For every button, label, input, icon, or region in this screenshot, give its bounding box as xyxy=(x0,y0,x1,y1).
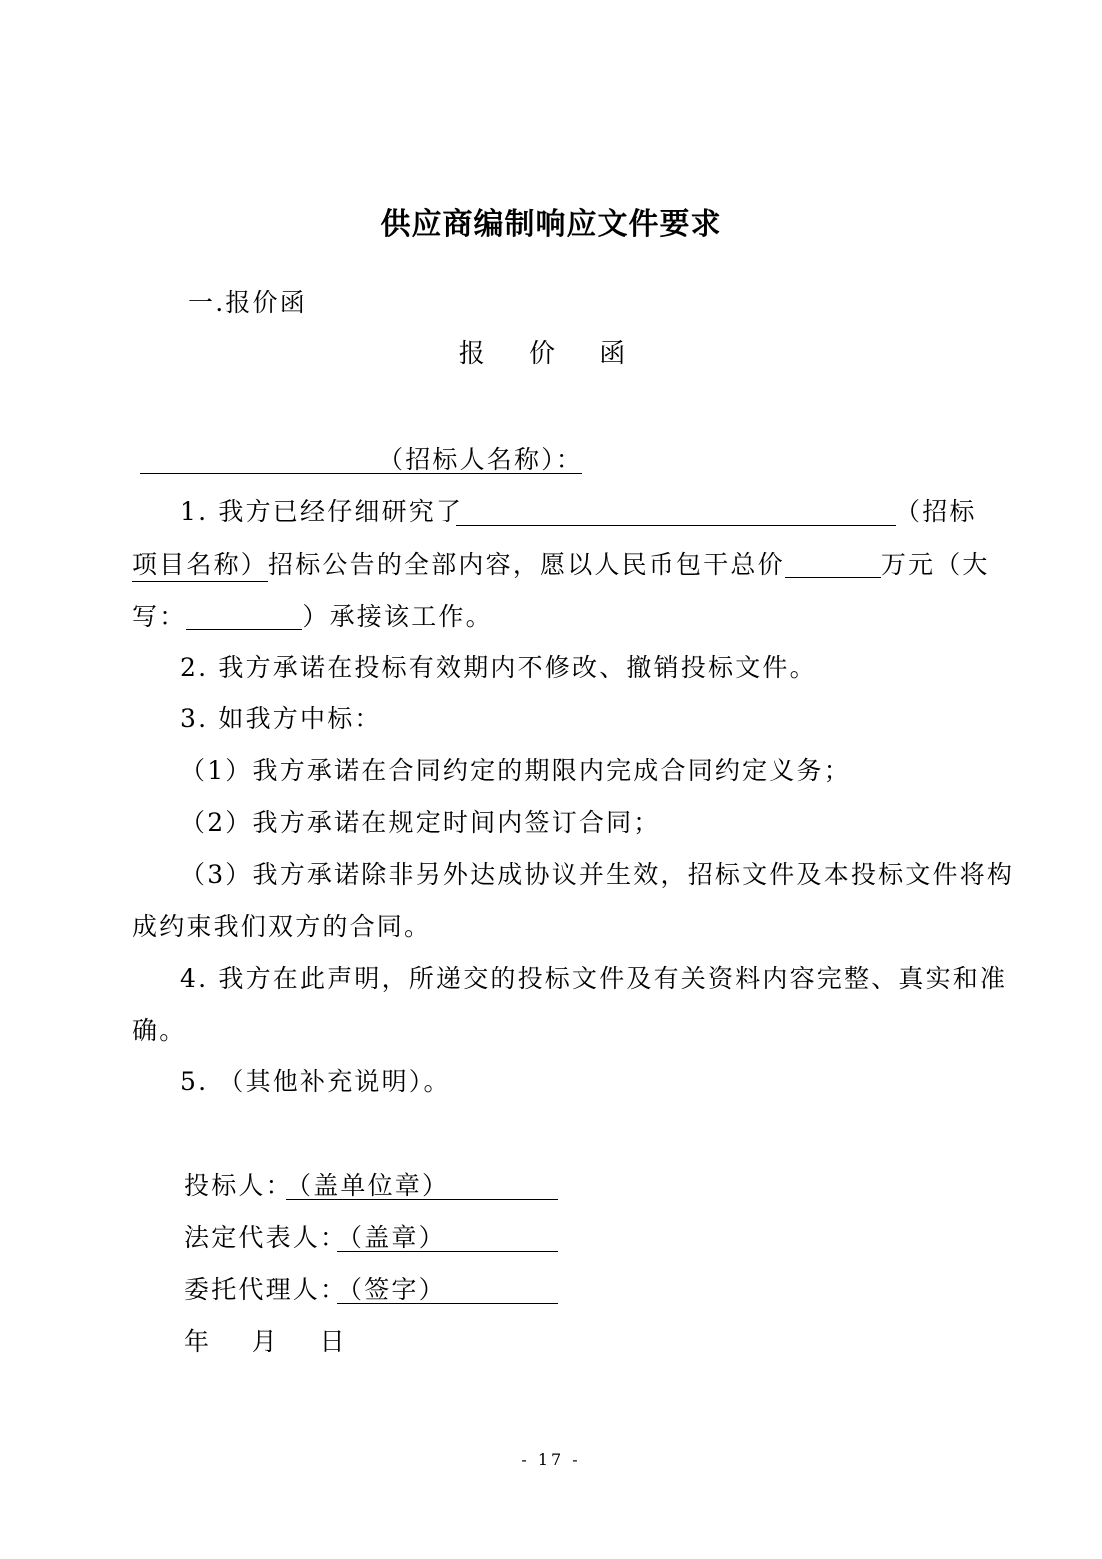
price-uppercase-blank[interactable] xyxy=(186,603,302,630)
letter-title: 报 价 函 xyxy=(458,339,644,369)
bidder-label: 投标人： xyxy=(184,1171,293,1200)
item1-line3-end: ）承接该工作。 xyxy=(302,602,493,631)
agent-value: （签字） xyxy=(337,1275,446,1304)
item1-prefix: 1. 我方已经仔细研究了 xyxy=(180,497,464,526)
item4-line2: 确。 xyxy=(132,1016,187,1045)
legal-rep-field[interactable] xyxy=(337,1225,558,1252)
item4-line1: 4. 我方在此声明，所递交的投标文件及有关资料内容完整、真实和准 xyxy=(180,964,1008,993)
document-title: 供应商编制响应文件要求 xyxy=(380,207,722,242)
item5: 5. （其他补充说明）。 xyxy=(180,1067,451,1096)
item1-line2 xyxy=(132,551,990,578)
bidder-value: （盖单位章） xyxy=(286,1171,450,1200)
addressee-label: （招标人名称）： xyxy=(378,445,584,474)
item3-sub2: （2）我方承诺在规定时间内签订合同； xyxy=(180,808,661,837)
project-name-blank[interactable] xyxy=(456,499,896,526)
item3: 3. 如我方中标： xyxy=(180,704,382,733)
page-number: - 17 - xyxy=(521,1450,581,1469)
section-heading: 一.报价函 xyxy=(188,288,307,317)
item3-sub1: （1）我方承诺在合同约定的期限内完成合同约定义务； xyxy=(180,756,851,785)
item2: 2. 我方承诺在投标有效期内不修改、撤销投标文件。 xyxy=(180,653,817,682)
addressee-line xyxy=(140,447,582,474)
item1-line1-end: （招标 xyxy=(895,497,977,526)
legal-rep-value: （盖章） xyxy=(337,1223,446,1252)
item1-line2-text: 招标公告的全部内容，愿以人民币包干总价 xyxy=(268,550,785,579)
agent-label: 委托代理人： xyxy=(184,1275,348,1304)
item3-sub3-line2: 成约束我们双方的合同。 xyxy=(132,912,432,941)
agent-field[interactable] xyxy=(337,1277,558,1304)
legal-rep-label: 法定代表人： xyxy=(184,1223,348,1252)
item1-line3-start: 写： xyxy=(132,602,187,631)
item3-sub3-line1: （3）我方承诺除非另外达成协议并生效，招标文件及本投标文件将构 xyxy=(180,860,1015,889)
date-line: 年 月 日 xyxy=(184,1327,347,1356)
project-name-label: 项目名称） xyxy=(132,550,268,582)
bidder-field[interactable] xyxy=(286,1173,558,1200)
item1-line1 xyxy=(180,499,463,524)
item1-line2-end: 万元（大 xyxy=(880,550,990,579)
total-price-blank[interactable] xyxy=(785,551,881,578)
item1-line3 xyxy=(132,603,493,630)
